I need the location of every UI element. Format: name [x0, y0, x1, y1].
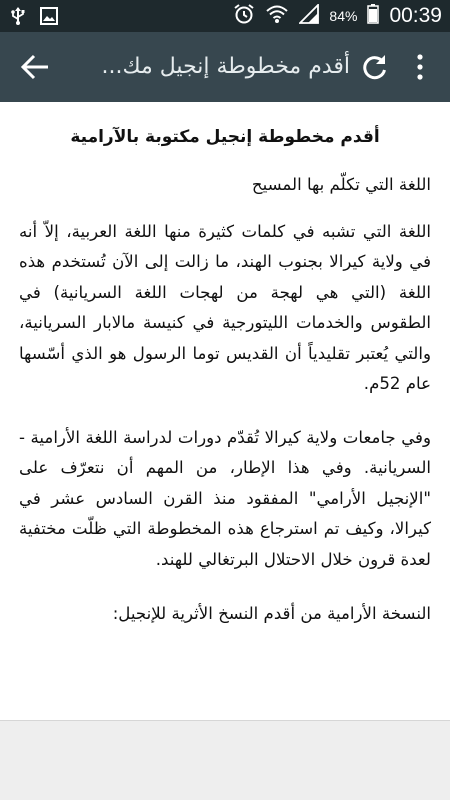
app-bar: [0, 32, 450, 102]
status-time: 00:39: [389, 4, 442, 27]
article-paragraph: النسخة الأرامية من أقدم النسخ الأثرية للإنجيل:: [112, 604, 431, 623]
divider: [0, 720, 450, 721]
wifi-icon: [265, 3, 289, 29]
page-title: أقدم مخطوطة إنجيل مك...: [101, 54, 350, 79]
image-icon: [40, 7, 58, 29]
refresh-button[interactable]: [361, 53, 389, 81]
article-paragraph: اللغة التي تكلّم بها المسيح: [251, 175, 431, 194]
back-button[interactable]: [20, 53, 50, 81]
refresh-icon: [361, 53, 389, 81]
battery-icon: [367, 4, 379, 28]
article-content: [0, 102, 450, 720]
status-bar: [0, 0, 450, 32]
article-headline: أقدم مخطوطة إنجيل مكتوبة بالآرامية: [70, 127, 380, 147]
more-vert-icon: [410, 52, 430, 82]
more-options-button[interactable]: [410, 52, 430, 82]
alarm-icon: [233, 3, 255, 29]
article-paragraph: اللغة التي تشبه في كلمات كثيرة منها اللغة العربية، إلاّ أنه في ولاية كيرالا بجنوب الهند، ما زالت إلى الآن تُستخدم هذه اللغة (التي هي لهجة من لهجات اللغة السريانية) في الطقوس والخدمات الليتورجية في كنيسة مالابار السريانية، والتي يُعتبر تقليدياً أن القديس توما الرسول هو الذي أسّسها عام 52م.: [19, 221, 431, 393]
signal-icon: [299, 4, 319, 28]
article-paragraph: وفي جامعات ولاية كيرالا تُقدّم دورات لدراسة اللغة الأرامية - السريانية. وفي هذا الإطار، من المهم أن نتعرّف على "الإنجيل الأرامي" المفقود منذ القرن السادس عشر في كيرالا، وكيف تم استرجاع هذه المخطوطة التي ظلّت مختفية لعدة قرون خلال الاحتلال البرتغالي للهند.: [19, 427, 431, 569]
back-arrow-icon: [20, 53, 50, 81]
battery-percentage: 84%: [329, 8, 358, 24]
bottom-panel: [0, 720, 450, 800]
usb-icon: [10, 7, 26, 29]
